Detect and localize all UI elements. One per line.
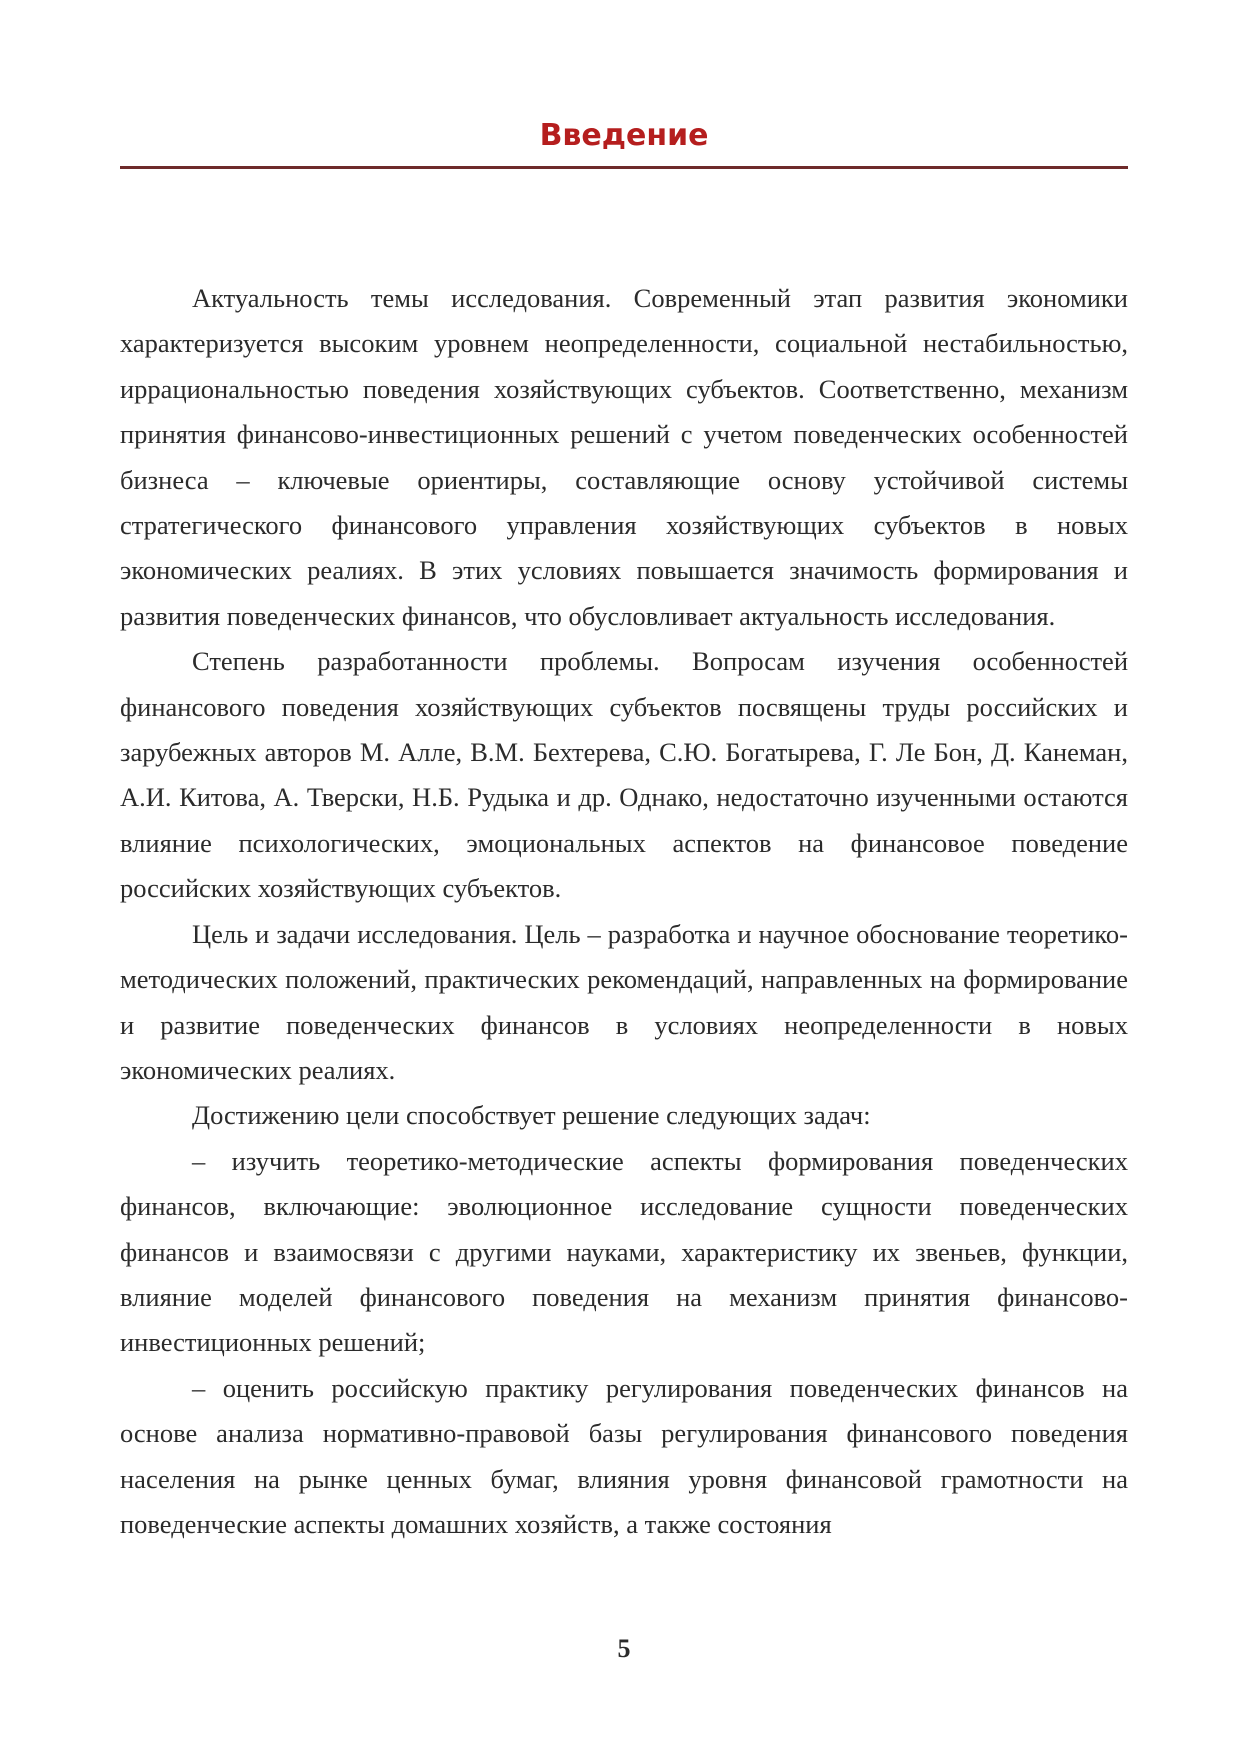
paragraph-goal: Цель и задачи исследования. Цель – разработка и научное обоснование теоретико-методических положений, практических рекомендаций, направленных на формирование и развитие поведенческих финансов в условиях неопределенности в новых экономических реалиях. — [120, 918, 1128, 1085]
paragraph-task-2: – оценить российскую практику регулирования поведенческих финансов на основе анализа нормативно-правовой базы регулирования финансового поведения населения на рынке ценных бумаг, влияния уровня финансовой грамотности на поведенческие аспекты домашних хозяйств, а также состояния — [120, 1372, 1128, 1539]
paragraph-task-1: – изучить теоретико-методические аспекты формирования поведенческих финансов, включающие: эволюционное исследование сущности поведенческих финансов и взаимосвязи с другими науками, характеристику их звеньев, функции, влияние моделей финансового поведения на механизм принятия финансово-инвестиционных решений; — [120, 1145, 1128, 1358]
paragraph-relevance: Актуальность темы исследования. Современный этап развития экономики характеризуется высоким уровнем неопределенности, социальной нестабильностью, иррациональностью поведения хозяйствующих субъектов. Соответственно, механизм принятия финансово-инвестиционных решений с учетом поведенческих особенностей бизнеса – ключевые ориентиры, составляющие основу устойчивой системы стратегического финансового управления хозяйствующих субъектов в новых экономических реалиях. В этих условиях повышается значимость формирования и развития поведенческих финансов, что обусловливает актуальность исследования. — [120, 283, 1128, 631]
heading-rule — [120, 166, 1128, 169]
page-number: 5 — [617, 1634, 631, 1663]
body-text — [120, 276, 1128, 1547]
paragraph-degree-of-development: Степень разработанности проблемы. Вопросам изучения особенностей финансового поведения хозяйствующих субъектов посвящены труды российских и зарубежных авторов М. Алле, В.М. Бехтерева, С.Ю. Богатырева, Г. Ле Бон, Д. Канеман, А.И. Китова, А. Тверски, Н.Б. Рудыка и др. Однако, недостаточно изученными остаются влияние психологических, эмоциональных аспектов на финансовое поведение российских хозяйствующих субъектов. — [120, 646, 1128, 904]
section-heading: Введение — [539, 118, 709, 153]
paragraph-tasks-intro: Достижению цели способствует решение следующих задач: — [192, 1100, 871, 1131]
